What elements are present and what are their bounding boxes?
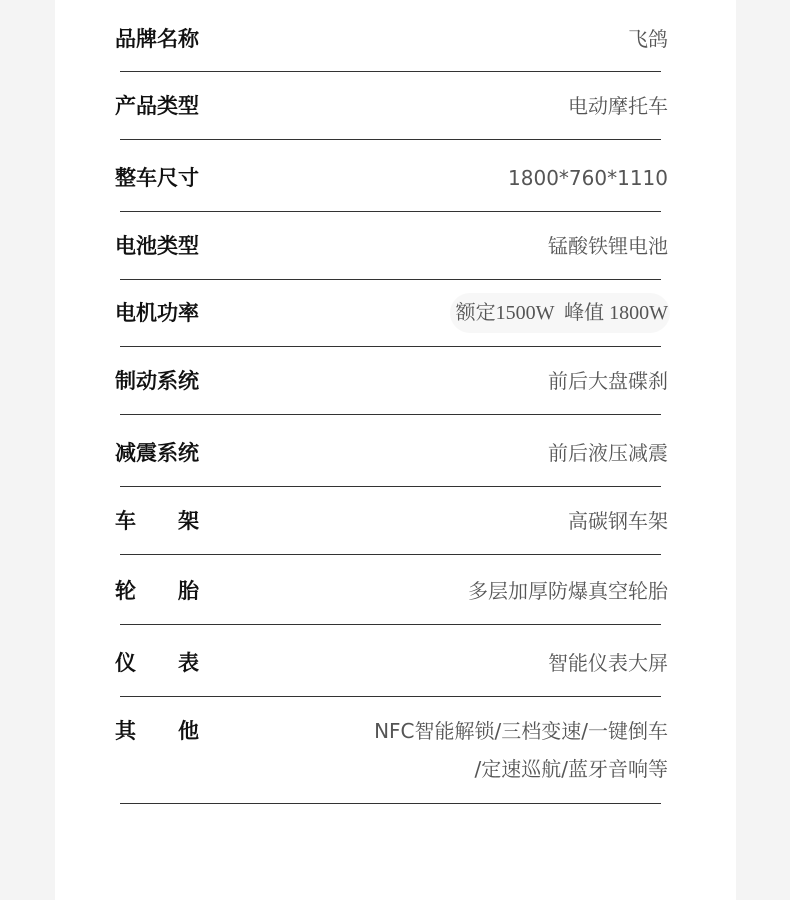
spec-label-dimensions: 整车尺寸 bbox=[115, 166, 199, 190]
divider bbox=[120, 211, 661, 212]
spec-value-dashboard: 智能仪表大屏 bbox=[548, 651, 668, 675]
spec-value-frame: 高碳钢车架 bbox=[568, 509, 668, 533]
spec-value-dimensions: 1800*760*1110 bbox=[508, 166, 668, 190]
divider bbox=[120, 696, 661, 697]
spec-label-battery: 电池类型 bbox=[115, 234, 199, 258]
spec-value-brand: 飞鸽 bbox=[628, 27, 668, 51]
divider bbox=[120, 486, 661, 487]
divider bbox=[120, 139, 661, 140]
spec-value-other: NFC智能解锁/三档变速/一键倒车 /定速巡航/蓝牙音响等 bbox=[374, 719, 668, 781]
divider bbox=[120, 803, 661, 804]
spec-label-frame: 车 架 bbox=[115, 509, 199, 533]
divider bbox=[120, 624, 661, 625]
divider bbox=[120, 279, 661, 280]
divider bbox=[120, 554, 661, 555]
spec-value-battery: 锰酸铁锂电池 bbox=[548, 234, 668, 258]
spec-label-product-type: 产品类型 bbox=[115, 94, 199, 118]
spec-label-motor-power: 电机功率 bbox=[115, 301, 199, 325]
spec-value-brake: 前后大盘碟刹 bbox=[548, 369, 668, 393]
spec-label-tires: 轮 胎 bbox=[115, 579, 199, 603]
spec-label-other: 其 他 bbox=[115, 719, 199, 743]
spec-value-product-type: 电动摩托车 bbox=[568, 94, 668, 118]
divider bbox=[120, 346, 661, 347]
spec-label-brake: 制动系统 bbox=[115, 369, 199, 393]
spec-label-dashboard: 仪 表 bbox=[115, 651, 199, 675]
spec-label-suspension: 减震系统 bbox=[115, 441, 199, 465]
divider bbox=[120, 71, 661, 72]
spec-label-brand: 品牌名称 bbox=[115, 27, 199, 51]
divider bbox=[120, 414, 661, 415]
spec-value-tires: 多层加厚防爆真空轮胎 bbox=[468, 579, 668, 603]
spec-sheet bbox=[55, 0, 736, 900]
spec-value-suspension: 前后液压减震 bbox=[548, 441, 668, 465]
spec-value-motor-power: 额定1500W 峰值 1800W bbox=[455, 302, 668, 324]
